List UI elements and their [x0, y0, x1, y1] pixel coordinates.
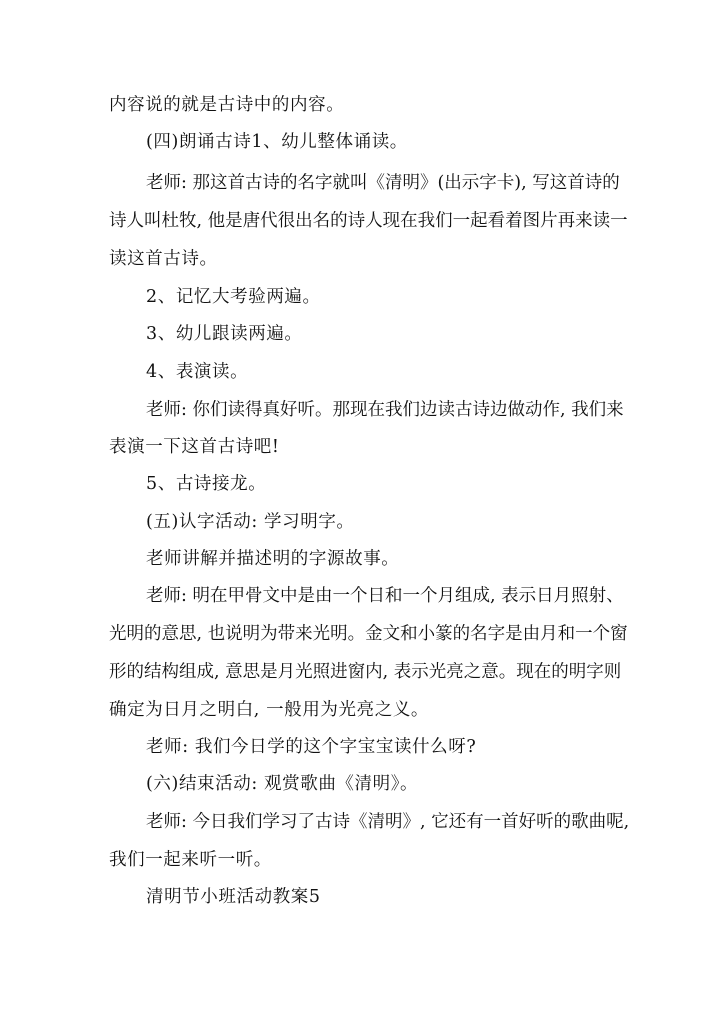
- list-item-4: 4、表演读。: [146, 362, 249, 382]
- text-line-1: 内容说的就是古诗中的内容。: [109, 95, 345, 115]
- text-line-16: 形的结构组成, 意思是月光照进窗内, 表示光亮之意。现在的明字则: [109, 662, 622, 682]
- section-heading-recite: (四)朗诵古诗1、幼儿整体诵读。: [146, 132, 408, 152]
- text-line-5: 读这首古诗。: [109, 249, 218, 269]
- text-line-9: 老师: 你们读得真好听。那现在我们边读古诗边做动作, 我们来: [146, 400, 624, 420]
- text-line-20: 老师: 今日我们学习了古诗《清明》, 它还有一首好听的歌曲呢,: [146, 812, 630, 832]
- text-line-4: 诗人叫杜牧, 他是唐代很出名的诗人现在我们一起看着图片再来读一: [109, 211, 628, 231]
- text-line-15: 光明的意思, 也说明为带来光明。金文和小篆的名字是由月和一个窗: [109, 624, 628, 644]
- list-item-2: 2、记忆大考验两遍。: [146, 287, 321, 307]
- text-line-14: 老师: 明在甲骨文中是由一个日和一个月组成, 表示日月照射、: [146, 586, 624, 606]
- section-heading-characters: (五)认字活动: 学习明字。: [146, 512, 355, 532]
- section-heading-ending: (六)结束活动: 观赏歌曲《清明》。: [146, 774, 419, 794]
- list-item-3: 3、幼儿跟读两遍。: [146, 324, 303, 344]
- list-item-5: 5、古诗接龙。: [146, 474, 267, 494]
- text-line-13: 老师讲解并描述明的字源故事。: [146, 549, 400, 569]
- text-line-10: 表演一下这首古诗吧!: [109, 437, 280, 457]
- text-line-17: 确定为日月之明白, 一般用为光亮之义。: [109, 700, 430, 720]
- text-line-21: 我们一起来听一听。: [109, 850, 272, 870]
- text-line-18: 老师: 我们今日学的这个字宝宝读什么呀?: [146, 737, 477, 757]
- lesson-plan-title: 清明节小班活动教案5: [146, 887, 321, 907]
- text-line-3: 老师: 那这首古诗的名字就叫《清明》(出示字卡), 写这首诗的: [146, 173, 620, 193]
